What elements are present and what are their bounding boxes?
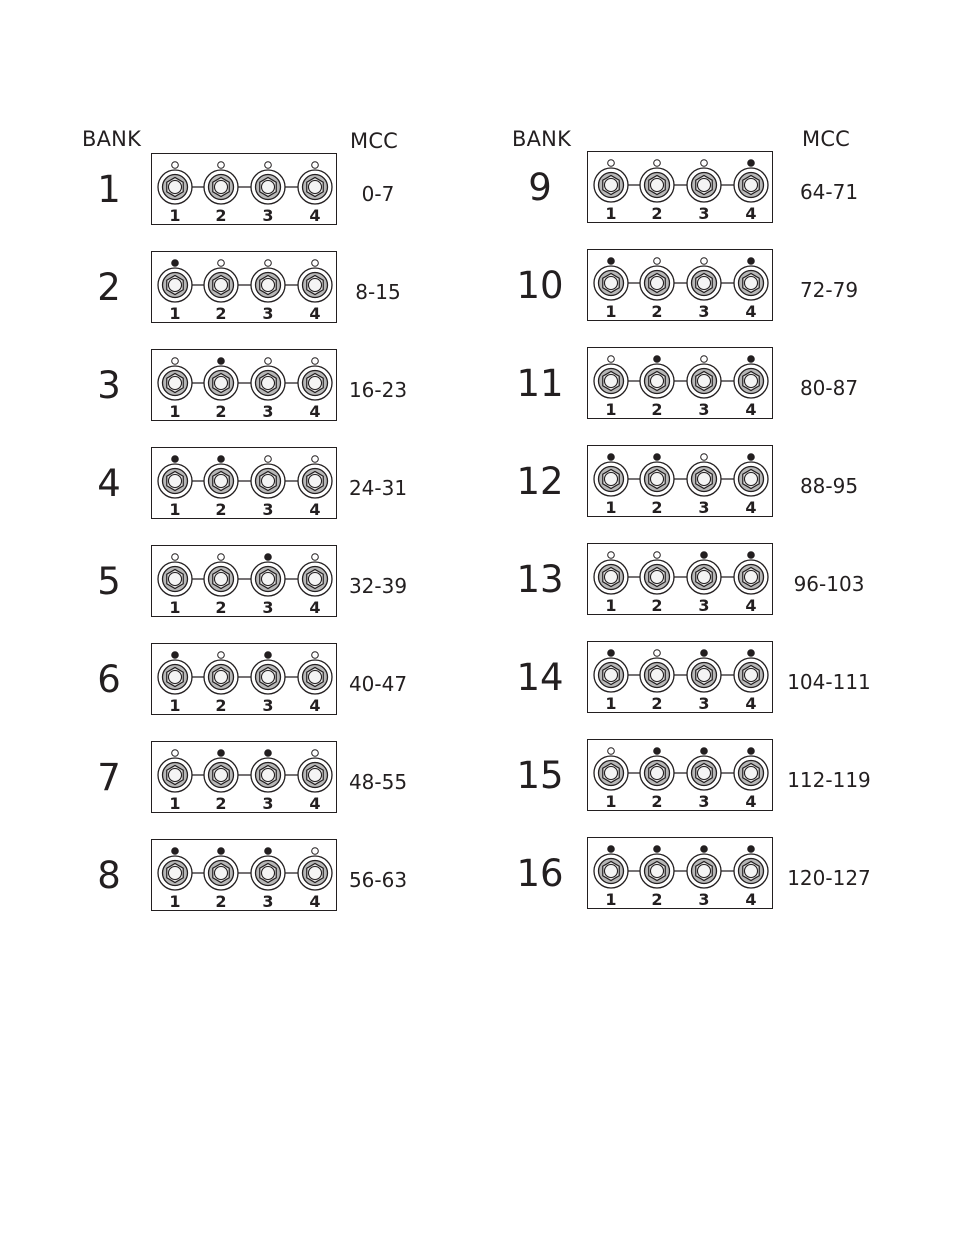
led-off-icon: [654, 650, 661, 657]
footswitch-icon: [204, 856, 238, 890]
mcc-range: 40-47: [348, 672, 408, 696]
footswitch-icon: [640, 266, 674, 300]
footswitch-panel: [151, 741, 337, 813]
footswitch-icon: [298, 170, 332, 204]
switch-number-label: 4: [309, 402, 321, 421]
led-off-icon: [701, 258, 708, 265]
led-off-icon: [172, 554, 179, 561]
switch-number-label: 1: [169, 598, 181, 617]
switch-number-label: 3: [698, 596, 710, 615]
mcc-range: 8-15: [355, 280, 401, 304]
bank-number: 14: [516, 656, 564, 699]
switch-number-label: 3: [262, 206, 274, 225]
footswitch-icon: [640, 658, 674, 692]
footswitch-panel: [587, 151, 773, 223]
led-on-icon: [608, 454, 615, 461]
footswitch-diagram: [152, 840, 338, 912]
switch-number-label: 1: [169, 206, 181, 225]
footswitch-icon: [158, 268, 192, 302]
switch-number-label: 3: [262, 598, 274, 617]
footswitch-icon: [158, 562, 192, 596]
switch-number-label: 4: [309, 892, 321, 911]
switch-number-label: 2: [215, 598, 227, 617]
led-off-icon: [218, 652, 225, 659]
footswitch-diagram: [588, 740, 774, 812]
footswitch-icon: [687, 560, 721, 594]
footswitch-icon: [298, 366, 332, 400]
switch-number-label: 3: [698, 204, 710, 223]
mcc-range: 96-103: [793, 572, 865, 596]
bank-number: 12: [516, 460, 564, 503]
led-off-icon: [701, 160, 708, 167]
led-off-icon: [265, 456, 272, 463]
footswitch-icon: [204, 660, 238, 694]
footswitch-icon: [594, 560, 628, 594]
led-on-icon: [654, 748, 661, 755]
switch-number-label: 1: [605, 498, 617, 517]
mcc-range: 120-127: [787, 866, 871, 890]
footswitch-icon: [251, 268, 285, 302]
footswitch-icon: [594, 266, 628, 300]
bank-number: 10: [516, 264, 564, 307]
led-on-icon: [218, 848, 225, 855]
switch-number-label: 2: [215, 892, 227, 911]
bank-number: 16: [516, 852, 564, 895]
bank-number: 3: [97, 364, 121, 407]
footswitch-icon: [640, 364, 674, 398]
led-off-icon: [608, 552, 615, 559]
led-on-icon: [748, 552, 755, 559]
footswitch-diagram: [588, 152, 774, 224]
switch-number-label: 1: [169, 794, 181, 813]
footswitch-diagram: [152, 742, 338, 814]
switch-number-label: 4: [745, 400, 757, 419]
bank-number: 6: [97, 658, 121, 701]
switch-number-label: 4: [745, 204, 757, 223]
led-on-icon: [748, 846, 755, 853]
footswitch-icon: [158, 856, 192, 890]
bank-number: 9: [528, 166, 552, 209]
footswitch-panel: [151, 839, 337, 911]
led-off-icon: [265, 162, 272, 169]
footswitch-diagram: [152, 448, 338, 520]
footswitch-diagram: [588, 348, 774, 420]
page-crop: [140, 912, 360, 932]
switch-number-label: 2: [651, 498, 663, 517]
mcc-range: 32-39: [348, 574, 408, 598]
led-on-icon: [654, 454, 661, 461]
footswitch-icon: [298, 268, 332, 302]
mcc-range: 88-95: [799, 474, 859, 498]
switch-number-label: 3: [262, 500, 274, 519]
footswitch-icon: [251, 366, 285, 400]
mcc-range: 80-87: [799, 376, 859, 400]
footswitch-icon: [251, 464, 285, 498]
led-on-icon: [701, 748, 708, 755]
switch-number-label: 1: [169, 892, 181, 911]
footswitch-icon: [594, 658, 628, 692]
left-mcc-header: MCC: [350, 129, 399, 153]
footswitch-panel: [587, 739, 773, 811]
switch-number-label: 1: [605, 204, 617, 223]
led-off-icon: [218, 260, 225, 267]
led-on-icon: [654, 356, 661, 363]
footswitch-icon: [594, 462, 628, 496]
led-off-icon: [265, 260, 272, 267]
switch-number-label: 2: [215, 402, 227, 421]
led-off-icon: [312, 848, 319, 855]
switch-number-label: 3: [698, 694, 710, 713]
switch-number-label: 3: [262, 304, 274, 323]
footswitch-icon: [204, 170, 238, 204]
footswitch-panel: [151, 349, 337, 421]
footswitch-panel: [587, 641, 773, 713]
switch-number-label: 3: [698, 792, 710, 811]
led-on-icon: [172, 652, 179, 659]
footswitch-icon: [204, 758, 238, 792]
left-bank-header: BANK: [82, 127, 142, 151]
footswitch-icon: [687, 756, 721, 790]
switch-number-label: 1: [169, 402, 181, 421]
bank-number: 8: [97, 854, 121, 897]
switch-number-label: 3: [262, 696, 274, 715]
bank-number: 7: [97, 756, 121, 799]
mcc-range: 112-119: [787, 768, 871, 792]
mcc-range: 48-55: [348, 770, 408, 794]
switch-number-label: 3: [698, 890, 710, 909]
led-off-icon: [654, 160, 661, 167]
footswitch-icon: [204, 366, 238, 400]
footswitch-icon: [251, 170, 285, 204]
bank-number: 4: [97, 462, 121, 505]
mcc-range: 16-23: [348, 378, 408, 402]
led-off-icon: [654, 258, 661, 265]
led-on-icon: [172, 260, 179, 267]
footswitch-icon: [734, 658, 768, 692]
footswitch-diagram: [152, 644, 338, 716]
switch-number-label: 2: [651, 694, 663, 713]
footswitch-icon: [734, 266, 768, 300]
switch-number-label: 4: [309, 206, 321, 225]
footswitch-icon: [734, 168, 768, 202]
switch-number-label: 2: [651, 890, 663, 909]
led-on-icon: [701, 650, 708, 657]
footswitch-icon: [298, 464, 332, 498]
footswitch-icon: [687, 854, 721, 888]
mcc-range: 64-71: [799, 180, 859, 204]
footswitch-icon: [158, 758, 192, 792]
switch-number-label: 1: [169, 304, 181, 323]
led-off-icon: [608, 356, 615, 363]
switch-number-label: 1: [605, 302, 617, 321]
switch-number-label: 3: [698, 498, 710, 517]
led-on-icon: [218, 358, 225, 365]
mcc-range: 56-63: [348, 868, 408, 892]
footswitch-icon: [298, 660, 332, 694]
led-on-icon: [748, 356, 755, 363]
footswitch-icon: [687, 658, 721, 692]
footswitch-icon: [158, 366, 192, 400]
switch-number-label: 2: [215, 696, 227, 715]
switch-number-label: 4: [745, 792, 757, 811]
footswitch-icon: [734, 854, 768, 888]
footswitch-icon: [158, 660, 192, 694]
switch-number-label: 4: [309, 304, 321, 323]
footswitch-diagram: [152, 546, 338, 618]
switch-number-label: 1: [169, 696, 181, 715]
led-off-icon: [312, 162, 319, 169]
led-off-icon: [172, 358, 179, 365]
led-on-icon: [265, 848, 272, 855]
footswitch-icon: [298, 758, 332, 792]
footswitch-panel: [151, 153, 337, 225]
footswitch-panel: [587, 445, 773, 517]
switch-number-label: 4: [745, 694, 757, 713]
switch-number-label: 2: [651, 792, 663, 811]
switch-number-label: 4: [309, 598, 321, 617]
footswitch-diagram: [588, 642, 774, 714]
bank-number: 2: [97, 266, 121, 309]
led-off-icon: [701, 356, 708, 363]
switch-number-label: 1: [605, 792, 617, 811]
footswitch-icon: [298, 562, 332, 596]
footswitch-icon: [640, 854, 674, 888]
footswitch-panel: [587, 347, 773, 419]
led-on-icon: [608, 650, 615, 657]
footswitch-icon: [158, 464, 192, 498]
bank-number: 15: [516, 754, 564, 797]
footswitch-icon: [204, 464, 238, 498]
footswitch-icon: [687, 168, 721, 202]
footswitch-icon: [251, 758, 285, 792]
footswitch-panel: [151, 251, 337, 323]
led-off-icon: [218, 554, 225, 561]
mcc-range: 24-31: [348, 476, 408, 500]
switch-number-label: 2: [215, 304, 227, 323]
footswitch-icon: [251, 856, 285, 890]
led-off-icon: [172, 162, 179, 169]
footswitch-icon: [204, 562, 238, 596]
led-on-icon: [748, 650, 755, 657]
switch-number-label: 2: [215, 794, 227, 813]
led-on-icon: [265, 652, 272, 659]
led-on-icon: [748, 258, 755, 265]
switch-number-label: 1: [605, 890, 617, 909]
switch-number-label: 1: [605, 400, 617, 419]
led-on-icon: [265, 554, 272, 561]
footswitch-panel: [151, 545, 337, 617]
right-mcc-header: MCC: [802, 127, 851, 151]
bank-number: 13: [516, 558, 564, 601]
led-off-icon: [312, 358, 319, 365]
led-on-icon: [265, 750, 272, 757]
footswitch-icon: [734, 364, 768, 398]
switch-number-label: 1: [605, 694, 617, 713]
switch-number-label: 2: [215, 206, 227, 225]
footswitch-icon: [734, 756, 768, 790]
footswitch-icon: [204, 268, 238, 302]
led-on-icon: [701, 552, 708, 559]
footswitch-icon: [734, 462, 768, 496]
footswitch-icon: [640, 168, 674, 202]
footswitch-diagram: [588, 250, 774, 322]
led-on-icon: [748, 748, 755, 755]
bank-number: 5: [97, 560, 121, 603]
led-off-icon: [312, 554, 319, 561]
switch-number-label: 2: [651, 204, 663, 223]
footswitch-icon: [298, 856, 332, 890]
switch-number-label: 3: [698, 302, 710, 321]
led-off-icon: [312, 750, 319, 757]
footswitch-icon: [251, 660, 285, 694]
led-off-icon: [608, 160, 615, 167]
switch-number-label: 4: [745, 302, 757, 321]
mcc-range: 0-7: [361, 182, 395, 206]
led-on-icon: [172, 848, 179, 855]
led-on-icon: [218, 456, 225, 463]
switch-number-label: 4: [309, 696, 321, 715]
led-on-icon: [748, 454, 755, 461]
footswitch-panel: [587, 837, 773, 909]
led-off-icon: [608, 748, 615, 755]
footswitch-panel: [587, 543, 773, 615]
footswitch-icon: [594, 364, 628, 398]
footswitch-diagram: [588, 544, 774, 616]
footswitch-icon: [687, 364, 721, 398]
switch-number-label: 3: [262, 402, 274, 421]
led-off-icon: [312, 652, 319, 659]
footswitch-icon: [687, 462, 721, 496]
footswitch-panel: [587, 249, 773, 321]
led-off-icon: [312, 456, 319, 463]
bank-number: 1: [97, 168, 121, 211]
switch-number-label: 2: [651, 596, 663, 615]
footswitch-icon: [640, 756, 674, 790]
led-on-icon: [701, 846, 708, 853]
switch-number-label: 4: [309, 500, 321, 519]
switch-number-label: 3: [698, 400, 710, 419]
switch-number-label: 4: [745, 890, 757, 909]
footswitch-icon: [640, 560, 674, 594]
switch-number-label: 2: [215, 500, 227, 519]
footswitch-icon: [594, 756, 628, 790]
footswitch-icon: [594, 854, 628, 888]
led-on-icon: [608, 846, 615, 853]
footswitch-diagram: [588, 446, 774, 518]
led-on-icon: [218, 750, 225, 757]
footswitch-icon: [734, 560, 768, 594]
switch-number-label: 3: [262, 892, 274, 911]
led-off-icon: [312, 260, 319, 267]
led-off-icon: [701, 454, 708, 461]
led-off-icon: [265, 358, 272, 365]
led-on-icon: [748, 160, 755, 167]
switch-number-label: 1: [169, 500, 181, 519]
footswitch-icon: [158, 170, 192, 204]
led-off-icon: [172, 750, 179, 757]
footswitch-icon: [640, 462, 674, 496]
footswitch-diagram: [588, 838, 774, 910]
switch-number-label: 4: [745, 596, 757, 615]
right-bank-header: BANK: [512, 127, 572, 151]
switch-number-label: 2: [651, 302, 663, 321]
led-on-icon: [654, 846, 661, 853]
led-on-icon: [608, 258, 615, 265]
bank-number: 11: [516, 362, 564, 405]
led-on-icon: [172, 456, 179, 463]
switch-number-label: 4: [745, 498, 757, 517]
switch-number-label: 4: [309, 794, 321, 813]
footswitch-icon: [251, 562, 285, 596]
mcc-range: 104-111: [787, 670, 871, 694]
led-off-icon: [654, 552, 661, 559]
footswitch-icon: [687, 266, 721, 300]
footswitch-diagram: [152, 350, 338, 422]
footswitch-diagram: [152, 252, 338, 324]
switch-number-label: 2: [651, 400, 663, 419]
led-off-icon: [218, 162, 225, 169]
footswitch-diagram: [152, 154, 338, 226]
mcc-range: 72-79: [799, 278, 859, 302]
switch-number-label: 1: [605, 596, 617, 615]
footswitch-panel: [151, 447, 337, 519]
switch-number-label: 3: [262, 794, 274, 813]
footswitch-icon: [594, 168, 628, 202]
footswitch-panel: [151, 643, 337, 715]
